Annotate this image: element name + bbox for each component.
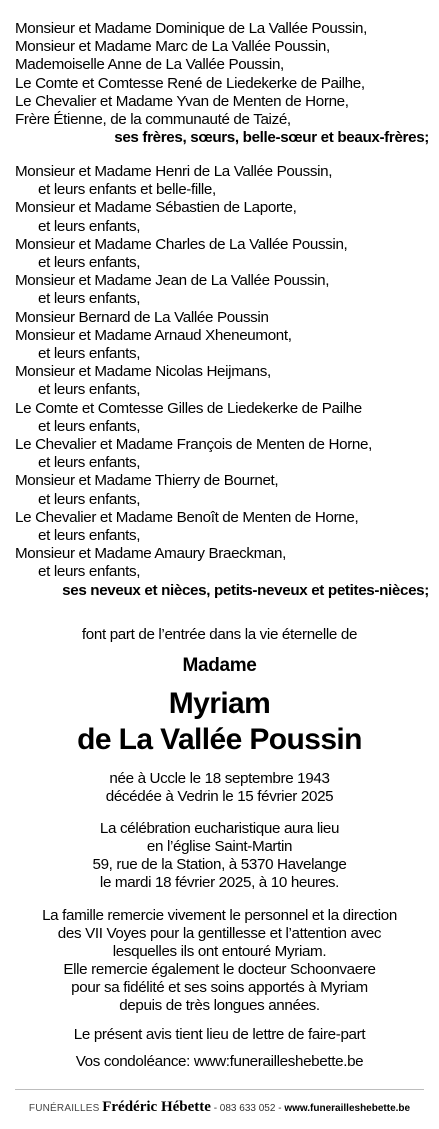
nephews-relation: ses neveux et nièces, petits-neveux et petites-nièces; [62,581,429,599]
family-line: Monsieur et Madame Jean de La Vallée Poussin, [15,272,330,290]
family-line: Monsieur et Madame Arnaud Xheneumont, [15,326,292,344]
family-line: Monsieur et Madame Charles de La Vallée Poussin, [15,235,348,253]
family-line: Monsieur et Madame Marc de La Vallée Poussin, [15,38,330,56]
deceased-last-name: de La Vallée Poussin [77,723,362,756]
family-line: Monsieur Bernard de La Vallée Poussin [15,308,269,326]
family-children-line: et leurs enfants, [38,563,141,581]
thanks-line: Elle remercie également le docteur Schoonvaere [63,961,376,978]
ceremony-line: 59, rue de la Station, à 5370 Havelange [92,856,347,873]
nephews-list [15,163,429,600]
thanks-line: La famille remercie vivement le personnel et la direction [42,907,397,924]
family-children-line: et leurs enfants, [38,381,141,399]
family-children-line: et leurs enfants, [38,490,141,508]
family-children-line: et leurs enfants, [38,454,141,472]
funeral-home-name: Frédéric Hébette [102,1099,211,1115]
thanks-line: pour sa fidélité et ses soins apportés à Myriam [71,979,368,996]
ceremony-line: en l’église Saint-Martin [146,838,293,855]
family-line: Le Comte et Comtesse René de Liedekerke de Pailhe, [15,74,365,92]
siblings-list [15,20,429,147]
family-line: Monsieur et Madame Amaury Braeckman, [15,545,287,563]
announcement-intro: font part de l’entrée dans la vie éternelle de [81,626,358,643]
footer-phone: - 083 633 052 - [213,1103,282,1114]
footer-divider [15,1089,424,1090]
family-line: Frère Étienne, de la communauté de Taizé, [15,111,291,129]
family-line: Le Chevalier et Madame Benoît de Menten de Horne, [15,508,359,526]
thanks-line: depuis de très longues années. [119,997,320,1014]
faire-part-notice: Le présent avis tient lieu de lettre de faire-part [73,1026,366,1043]
funeral-home-footer [0,1100,439,1116]
family-children-line: et leurs enfants et belle-fille, [38,181,216,199]
family-line: Mademoiselle Anne de La Vallée Poussin, [15,56,284,74]
family-line: Monsieur et Madame Henri de La Vallée Poussin, [15,163,333,180]
family-line: Monsieur et Madame Nicolas Heijmans, [15,363,271,381]
family-line: Monsieur et Madame Sébastien de Laporte, [15,199,297,217]
family-line: Monsieur et Madame Dominique de La Vallée Poussin, [15,20,367,37]
siblings-relation: ses frères, sœurs, belle-sœur et beaux-frères; [114,129,429,147]
family-children-line: et leurs enfants, [38,527,141,545]
family-line: Le Chevalier et Madame Yvan de Menten de Horne, [15,92,349,110]
footer-website-link[interactable]: www.funerailleshebette.be [284,1103,411,1114]
deceased-title: Madame [182,655,257,676]
family-children-line: et leurs enfants, [38,345,141,363]
death-info: décédée à Vedrin le 15 février 2025 [105,788,334,805]
deceased-first-name: Myriam [168,687,271,720]
family-children-line: et leurs enfants, [38,290,141,308]
family-line: Monsieur et Madame Thierry de Bournet, [15,472,279,490]
family-children-line: et leurs enfants, [38,254,141,272]
family-children-line: et leurs enfants, [38,417,141,435]
footer-prefix: FUNÉRAILLES [28,1103,100,1114]
thanks-line: des VII Voyes pour la gentillesse et l’attention avec [57,925,382,942]
family-children-line: et leurs enfants, [38,217,141,235]
family-line: Le Chevalier et Madame François de Menten de Horne, [15,436,372,454]
birth-info: née à Uccle le 18 septembre 1943 [109,770,330,787]
thanks-line: lesquelles ils ont entouré Myriam. [112,943,327,960]
condolences-line: Vos condoléance: www:funerailleshebette.be [75,1053,364,1070]
family-line: Le Comte et Comtesse Gilles de Liedekerke de Pailhe [15,399,362,417]
ceremony-line: le mardi 18 février 2025, à 10 heures. [99,874,340,891]
ceremony-line: La célébration eucharistique aura lieu [99,820,340,837]
